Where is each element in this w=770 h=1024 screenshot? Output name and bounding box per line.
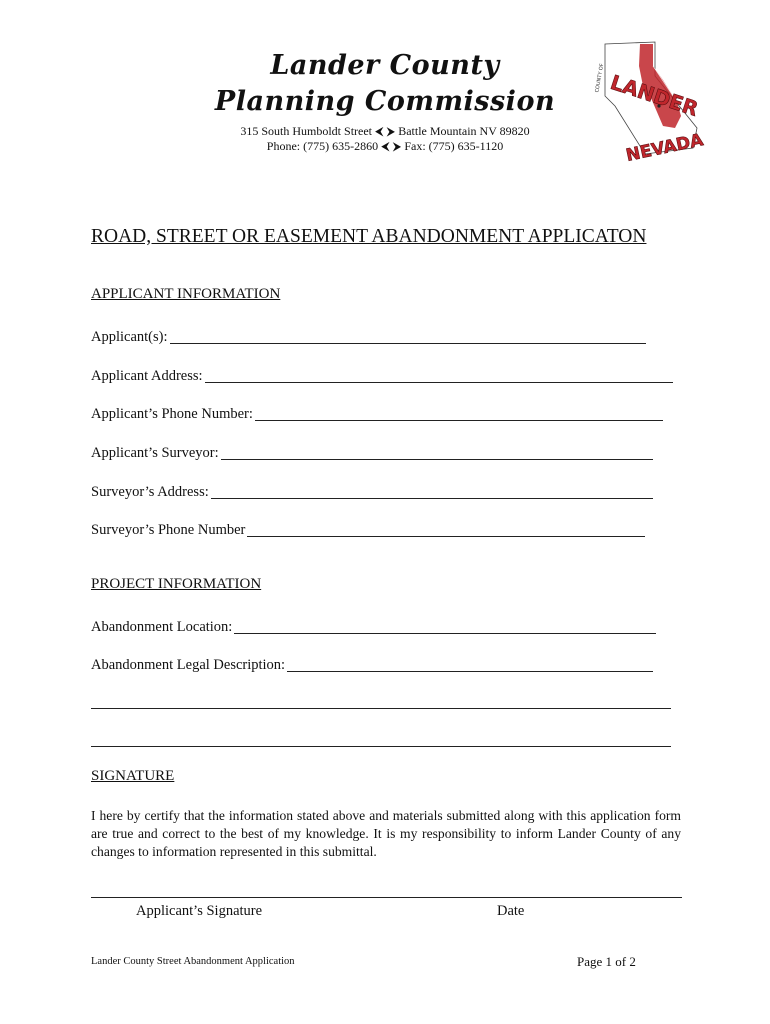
logo-text-county: COUNTY OF (594, 63, 606, 93)
applicant-names-label: Applicant(s): (91, 329, 168, 345)
abandonment-location-field[interactable] (91, 615, 656, 637)
applicant-section-heading: APPLICANT INFORMATION (91, 286, 281, 302)
certification-text: I here by certify that the information stated above and materials submitted along with this application form are true and correct to the best of my knowledge. It is my responsibility to inform Lander County of any changes to information represented in this submittal. (91, 808, 681, 859)
abandonment-legal-field[interactable] (91, 653, 653, 675)
signature-line[interactable] (91, 897, 682, 898)
applicant-phone-field[interactable] (91, 402, 663, 424)
abandonment-legal-line[interactable] (287, 670, 653, 672)
applicant-surveyor-field[interactable] (91, 441, 653, 463)
applicant-phone-label: Applicant’s Phone Number: (91, 406, 253, 422)
surveyor-phone-label: Surveyor’s Phone Number (91, 522, 246, 538)
header-title-line2: Planning Commission (214, 86, 556, 117)
applicant-surveyor-label: Applicant’s Surveyor: (91, 445, 219, 461)
project-section-heading: PROJECT INFORMATION (91, 576, 262, 592)
header-phone: Phone: (775) 635-2860 ⮜ ⮞ Fax: (775) 635-1120 (266, 139, 504, 153)
applicant-phone-line[interactable] (255, 419, 663, 421)
signature-section-heading: SIGNATURE (91, 768, 175, 784)
legal-description-line-2[interactable] (91, 708, 671, 709)
legal-description-line-3[interactable] (91, 746, 671, 747)
header-title-line1: Lander County (270, 50, 500, 81)
page-number: Page 1 of 2 (577, 954, 636, 969)
surveyor-phone-line[interactable] (247, 535, 645, 537)
applicant-address-field[interactable] (91, 364, 673, 386)
surveyor-address-field[interactable] (91, 480, 653, 502)
logo-text-nevada: NEVADA (624, 130, 706, 164)
surveyor-address-label: Surveyor’s Address: (91, 484, 209, 500)
abandonment-location-line[interactable] (234, 632, 656, 634)
surveyor-phone-field[interactable] (91, 518, 645, 540)
header-address: 315 South Humboldt Street ⮜ ⮞ Battle Mountain NV 89820 (240, 124, 530, 138)
applicant-names-line[interactable] (170, 342, 646, 344)
logo-text-lander: LANDER (607, 70, 702, 121)
date-label: Date (497, 903, 525, 919)
surveyor-address-line[interactable] (211, 497, 653, 499)
abandonment-legal-label: Abandonment Legal Description: (91, 657, 286, 673)
applicant-surveyor-line[interactable] (221, 458, 653, 460)
form-title: ROAD, STREET OR EASEMENT ABANDONMENT APPLICATON (91, 226, 647, 247)
applicant-address-label: Applicant Address: (91, 368, 203, 384)
applicant-signature-label: Applicant’s Signature (136, 903, 263, 919)
lander-county-logo (585, 36, 707, 164)
applicant-address-line[interactable] (205, 381, 673, 383)
abandonment-location-label: Abandonment Location: (91, 619, 233, 635)
footer-document-name: Lander County Street Abandonment Application (91, 956, 295, 967)
applicant-names-field[interactable] (91, 325, 646, 347)
nevada-map-icon (585, 36, 707, 164)
